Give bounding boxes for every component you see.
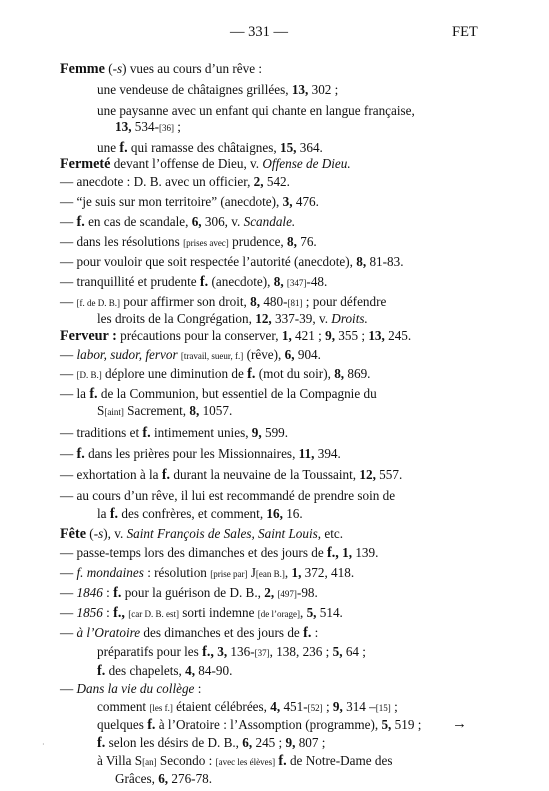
entry-keyword: f. — [76, 214, 85, 230]
entry-text: — “je suis sur mon territoire” (anecdote), — [60, 194, 283, 209]
running-head: FET — [452, 24, 478, 40]
entry-text: ; — [173, 119, 181, 134]
entry-text: 599. — [261, 425, 289, 440]
entry-text: 64 ; — [342, 644, 366, 659]
entry-text: 807 ; — [295, 735, 326, 750]
index-line — [60, 525, 343, 543]
italic-text: -s — [93, 526, 104, 541]
entry-text: 869. — [344, 366, 371, 381]
index-line — [60, 487, 395, 504]
entry-text: à l’Oratoire : l’Assomption (programme), — [155, 717, 382, 732]
entry-text: — — [60, 605, 77, 620]
editorial-bracket: [aint] — [104, 407, 124, 417]
entry-text: 476. — [292, 194, 319, 209]
entry-text: — au cours d’un rêve, il lui est recommandé de prendre soin de — [60, 488, 396, 503]
entry-text: 245 ; — [252, 735, 286, 750]
entry-text: une — [97, 140, 120, 155]
index-line — [60, 604, 343, 623]
volume-number: 5, — [306, 605, 317, 620]
volume-number: 8, — [189, 403, 200, 418]
entry-text: 904. — [294, 347, 321, 362]
entry-text: déplore une diminution de — [101, 366, 248, 381]
entry-keyword: Ferveur : — [60, 328, 117, 344]
entry-text: ( — [86, 526, 94, 541]
entry-text: 302 ; — [308, 82, 339, 97]
page-number: — 331 — — [230, 24, 288, 40]
editorial-bracket: [37] — [254, 648, 270, 658]
volume-number: 13, — [291, 82, 309, 97]
entry-text: selon les désirs de D. B., — [105, 735, 243, 750]
entry-text: — anecdote : D. B. avec un officier, — [60, 174, 254, 189]
entry-text: 355 ; — [334, 328, 369, 343]
entry-text: Sacrement, — [123, 403, 190, 418]
index-line — [97, 752, 392, 771]
entry-text: — passe-temps lors des dimanches et des jours de — [60, 545, 327, 560]
entry-keyword: f., — [202, 644, 214, 660]
volume-number: 1, — [291, 565, 302, 580]
index-line — [97, 643, 366, 662]
entry-text: 364. — [296, 140, 323, 155]
index-line — [60, 680, 201, 697]
entry-text: : — [194, 681, 202, 696]
volume-number: 8, — [356, 254, 367, 269]
entry-keyword: f., — [327, 545, 339, 561]
entry-text: 81-83. — [366, 254, 404, 269]
entry-text: 306, v. — [201, 214, 244, 229]
volume-number: 13, — [368, 328, 385, 343]
entry-text: — — [60, 347, 77, 362]
entry-keyword: f. — [119, 140, 128, 156]
entry-text: 514. — [316, 605, 343, 620]
volume-number: 12, — [255, 311, 272, 326]
entry-keyword: Femme — [60, 61, 105, 77]
italic-text: Droits. — [331, 311, 368, 326]
italic-text: 1846 — [76, 585, 103, 600]
volume-number: 5, — [381, 717, 392, 732]
entry-text: — — [60, 681, 77, 696]
entry-text: — tranquillité et prudente — [60, 274, 200, 289]
entry-text: quelques — [97, 717, 148, 732]
entry-text: — — [60, 585, 77, 600]
entry-text: — — [60, 625, 77, 640]
volume-number: 8, — [250, 294, 261, 309]
volume-number: 9, — [251, 425, 262, 440]
index-line — [97, 734, 325, 752]
entry-text: J — [247, 565, 256, 580]
volume-number: 3, — [282, 194, 293, 209]
entry-text: 519 ; — [391, 717, 422, 732]
index-line — [60, 193, 319, 210]
entry-text: S — [97, 403, 105, 418]
index-line — [60, 253, 404, 270]
entry-keyword: f. — [147, 717, 156, 733]
entry-text: , etc. — [317, 526, 344, 541]
entry-text: ( — [104, 61, 113, 76]
entry-text: : résolution — [143, 565, 211, 580]
editorial-bracket: [36] — [158, 123, 174, 133]
editorial-bracket: [car D. B. est] — [128, 609, 179, 619]
entry-text: — — [60, 565, 77, 580]
entry-keyword: f. — [113, 585, 122, 601]
volume-number: 4, — [270, 699, 281, 714]
italic-text: 1856 — [76, 605, 103, 620]
entry-text: — — [60, 214, 77, 229]
entry-text: 1057. — [199, 403, 233, 418]
entry-text: — — [60, 446, 77, 461]
entry-text: à Villa S — [97, 753, 143, 768]
volume-number: 6, — [242, 735, 253, 750]
editorial-bracket: [15] — [375, 703, 391, 713]
index-line — [60, 584, 318, 603]
entry-text: ; pour défendre — [302, 294, 387, 309]
entry-text: 372, 418. — [301, 565, 355, 580]
index-line — [60, 424, 288, 442]
entry-text: , 138, 236 ; — [269, 644, 333, 659]
entry-text: ), v. — [103, 526, 127, 541]
editorial-bracket: [ean B.] — [255, 569, 285, 579]
editorial-bracket: [81] — [287, 298, 303, 308]
volume-number: 1, — [281, 328, 292, 343]
volume-number: 11, — [298, 446, 315, 461]
italic-text: Dans la vie du collège — [76, 681, 195, 696]
index-line — [97, 81, 338, 98]
entry-keyword: f. — [247, 366, 256, 382]
entry-text: durant la neuvaine de la Toussaint, — [170, 467, 360, 482]
index-line — [60, 466, 402, 484]
editorial-bracket: [travail, sueur, f.] — [180, 351, 244, 361]
entry-text: Secondo : — [156, 753, 216, 768]
italic-text: f. mondaines — [76, 565, 144, 580]
volume-number: 16, — [266, 506, 283, 521]
entry-text: (rêve), — [243, 347, 285, 362]
entry-text: (mot du soir), — [255, 366, 335, 381]
entry-text: 534- — [131, 119, 159, 134]
entry-text: préparatifs pour les — [97, 644, 203, 659]
entry-text: ; — [322, 699, 333, 714]
entry-text: , — [299, 605, 307, 620]
index-line — [97, 102, 415, 119]
entry-text: de Notre-Dame des — [286, 753, 393, 768]
italic-text: Scandale. — [243, 214, 296, 229]
entry-text: : — [102, 605, 114, 620]
volume-number: 6, — [158, 771, 169, 786]
editorial-bracket: [347] — [286, 278, 307, 288]
continuation-arrow-icon: → — [452, 716, 467, 732]
entry-keyword: Fête — [60, 526, 86, 542]
entry-text: devant l’offense de Dieu, v. — [110, 156, 263, 171]
entry-text: 139. — [352, 545, 379, 560]
entry-text: ; — [390, 699, 398, 714]
entry-text: pour la guérison de D. B., — [121, 585, 265, 600]
volume-number: 8, — [334, 366, 345, 381]
entry-keyword: f. — [89, 386, 98, 402]
entry-keyword: f., — [113, 605, 125, 621]
entry-text: 136- — [227, 644, 255, 659]
entry-text: 76. — [296, 234, 317, 249]
entry-text: 16. — [282, 506, 303, 521]
editorial-bracket: [les f.] — [149, 703, 173, 713]
entry-text: — dans les résolutions — [60, 234, 184, 249]
entry-text: — la — [60, 386, 90, 401]
entry-text: -48. — [306, 274, 328, 289]
entry-keyword: f. — [161, 467, 171, 483]
volume-number: 1, — [342, 545, 353, 560]
entry-text: prudence, — [228, 234, 288, 249]
entry-text: — — [60, 366, 77, 381]
entry-text: 337-39, v. — [271, 311, 332, 326]
entry-text: -98. — [296, 585, 318, 600]
entry-text: 394. — [314, 446, 341, 461]
volume-number: 12, — [359, 467, 376, 482]
editorial-bracket: [f. de D. B.] — [76, 298, 120, 308]
volume-number: 2, — [253, 174, 264, 189]
entry-keyword: f. — [278, 753, 287, 769]
index-line — [60, 544, 378, 562]
volume-number: 13, — [115, 119, 132, 134]
italic-text: Offense de Dieu. — [262, 156, 351, 171]
editorial-bracket: [de l’orage] — [257, 609, 300, 619]
volume-number: 3, — [217, 644, 228, 659]
editorial-bracket: [prise par] — [210, 569, 248, 579]
italic-text: Saint François de Sales, Saint Louis — [126, 526, 318, 541]
entry-text: sorti indemne — [178, 605, 258, 620]
entry-text: , — [284, 565, 292, 580]
index-line — [97, 402, 232, 421]
entry-text: Grâces, — [115, 771, 159, 786]
volume-number: 5, — [332, 644, 343, 659]
italic-text: à l’Oratoire — [76, 625, 141, 640]
entry-keyword: f. — [109, 506, 119, 522]
entry-keyword: f. — [76, 446, 85, 462]
volume-number: 9, — [285, 735, 296, 750]
entry-keyword: Fermeté — [60, 156, 111, 172]
index-line — [115, 770, 212, 787]
volume-number: 2, — [264, 585, 275, 600]
index-line — [97, 716, 421, 734]
entry-text: — — [60, 294, 77, 309]
entry-keyword: f. — [303, 625, 312, 641]
entry-text: : — [311, 625, 319, 640]
entry-text: précautions pour la conserver, — [116, 328, 282, 343]
entry-text: des dimanches et des jours de — [140, 625, 304, 640]
entry-text: ) vues au cours d’un rêve : — [122, 61, 263, 76]
index-line — [60, 60, 262, 78]
index-line — [60, 346, 321, 365]
entry-text: 421 ; — [291, 328, 326, 343]
volume-number: 15, — [279, 140, 297, 155]
entry-text: 245. — [384, 328, 412, 343]
entry-text: intimement unies, — [150, 425, 252, 440]
volume-number: 6, — [191, 214, 202, 229]
entry-text: 451- — [280, 699, 308, 714]
entry-text: une vendeuse de châtaignes grillées, — [97, 82, 292, 97]
entry-text: — pour vouloir que soit respectée l’autorité (anecdote), — [60, 254, 357, 269]
index-line — [115, 118, 181, 137]
entry-text: comment — [97, 699, 150, 714]
index-line — [60, 213, 295, 231]
editorial-bracket: [D. B.] — [76, 370, 102, 380]
entry-text: étaient célébrées, — [172, 699, 271, 714]
entry-text: pour affirmer son droit, — [119, 294, 251, 309]
entry-text: — exhortation à la — [60, 467, 162, 482]
entry-keyword: f. — [97, 735, 106, 751]
index-line — [60, 155, 351, 173]
entry-text: de la Communion, but essentiel de la Compagnie du — [97, 386, 377, 401]
index-line — [60, 365, 370, 384]
index-line — [97, 698, 398, 717]
entry-text: 84-90. — [195, 663, 233, 678]
index-line — [60, 233, 317, 252]
italic-text: -s — [112, 61, 123, 76]
entry-text: des confrères, et comment, — [118, 506, 267, 521]
editorial-bracket: [52] — [307, 703, 323, 713]
entry-text: les droits de la Congrégation, — [97, 311, 256, 326]
index-line — [60, 173, 290, 190]
volume-number: 4, — [185, 663, 195, 678]
editorial-bracket: [prises avec] — [183, 238, 229, 248]
entry-text: 314 – — [342, 699, 376, 714]
entry-text: 276-78. — [168, 771, 213, 786]
entry-text: 480- — [260, 294, 288, 309]
entry-text: qui ramasse des châtaignes, — [127, 140, 280, 155]
entry-text: en cas de scandale, — [84, 214, 192, 229]
index-line — [60, 445, 341, 463]
entry-text: : — [102, 585, 114, 600]
italic-text: labor, sudor, fervor — [76, 347, 178, 362]
volume-number: 8, — [273, 274, 284, 289]
volume-number: 8, — [287, 234, 297, 249]
index-line — [60, 624, 318, 642]
index-line — [97, 310, 368, 327]
entry-keyword: f. — [142, 425, 151, 441]
volume-number: 9, — [332, 699, 343, 714]
volume-number: 9, — [325, 328, 335, 343]
editorial-bracket: [497] — [277, 589, 297, 599]
entry-text: dans les prières pour les Missionnaires, — [84, 446, 299, 461]
entry-text: des chapelets, — [105, 663, 186, 678]
entry-keyword: f. — [199, 274, 209, 290]
entry-text: 542. — [263, 174, 290, 189]
editorial-bracket: [avec les élèves] — [215, 757, 276, 767]
entry-text: la — [97, 506, 110, 521]
page-header — [0, 24, 549, 42]
index-line — [60, 385, 377, 403]
index-line — [60, 327, 411, 345]
index-line — [60, 273, 327, 292]
index-line — [60, 564, 354, 583]
index-line — [97, 505, 303, 523]
entry-text: — traditions et — [60, 425, 143, 440]
editorial-bracket: [an] — [142, 757, 157, 767]
volume-number: 6, — [284, 347, 295, 362]
margin-mark: · — [42, 740, 45, 749]
entry-text: 557. — [375, 467, 403, 482]
entry-keyword: f. — [97, 663, 106, 679]
index-line — [97, 662, 232, 680]
entry-text: (anecdote), — [208, 274, 274, 289]
entry-text: une paysanne avec un enfant qui chante en langue française, — [97, 103, 415, 118]
